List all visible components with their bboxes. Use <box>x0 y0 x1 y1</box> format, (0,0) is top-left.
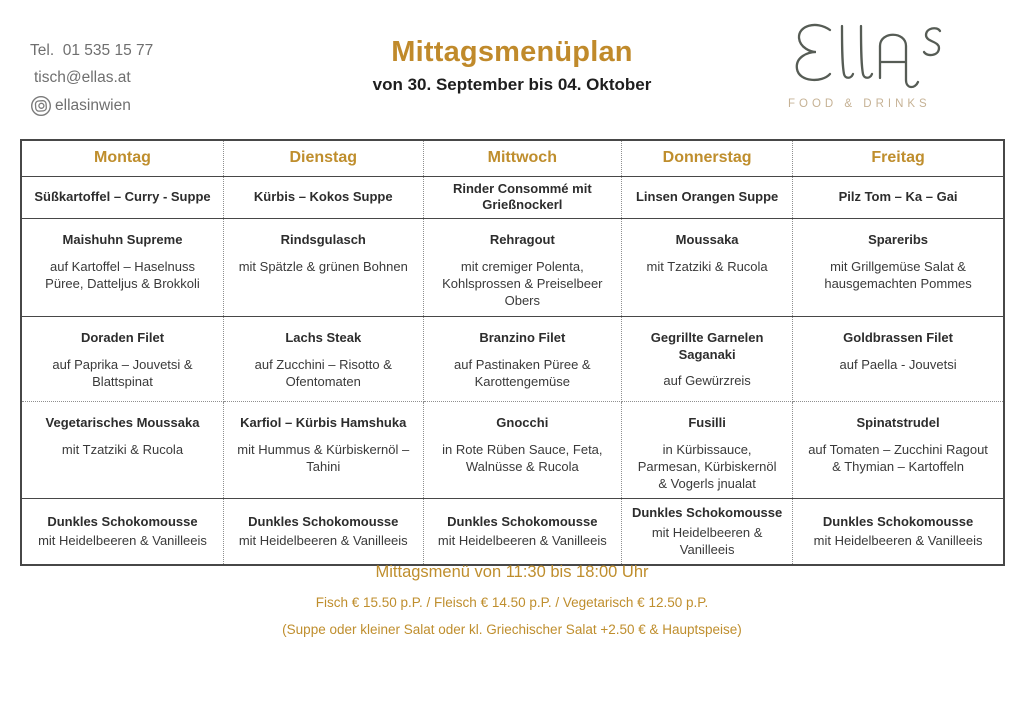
dish-title: Dunkles Schokomousse <box>248 513 399 529</box>
column-header-freitag: Freitag <box>793 140 1004 176</box>
dish-title: Dunkles Schokomousse <box>822 513 974 529</box>
surcharge-note-text: (Suppe oder kleiner Salat oder kl. Griechischer Salat +2.50 € & Hauptspeise) <box>282 622 742 637</box>
dish-description: mit Tzatziki & Rucola <box>61 441 184 457</box>
menu-cell <box>622 401 793 498</box>
page-title: Mittagsmenüplan <box>391 36 633 68</box>
dish-title: Goldbrassen Filet <box>843 329 953 345</box>
menu-cell <box>423 499 622 566</box>
logo-tagline: FOOD & DRINKS <box>788 98 931 110</box>
dish-title: Doraden Filet <box>80 329 165 345</box>
email-address: tisch@ellas.at <box>34 68 131 86</box>
column-header-montag: Montag <box>21 140 223 176</box>
menu-cell <box>423 316 622 401</box>
dish-title: Rehragout <box>489 232 555 248</box>
prices-text: Fisch € 15.50 p.P. / Fleisch € 14.50 p.P. / Vegetarisch € 12.50 p.P. <box>315 595 709 610</box>
fish-row <box>21 316 1004 401</box>
dish-description: auf Kartoffel – Haselnuss Püree, Datteljus & Brokkoli <box>45 259 200 292</box>
menu-cell <box>223 176 423 219</box>
column-header-donnerstag: Donnerstag <box>622 140 793 176</box>
dish-description: auf Pastinaken Püree & Karottengemüse <box>454 356 591 389</box>
dish-title: Gegrillte Garnelen Saganaki <box>650 329 764 362</box>
dish-description: mit Heidelbeeren & Vanilleeis <box>437 533 607 549</box>
menu-cell <box>21 219 223 316</box>
menu-table <box>20 139 1005 566</box>
dish-title: Pilz Tom – Ka – Gai <box>838 188 958 204</box>
soup-row <box>21 176 1004 219</box>
instagram-icon <box>30 95 52 117</box>
dish-title: Moussaka <box>675 232 739 248</box>
dish-description: mit cremiger Polenta, Kohlsprossen & Preiselbeer Obers <box>442 259 603 309</box>
dish-title: Dunkles Schokomousse <box>631 505 783 520</box>
menu-cell <box>223 401 423 498</box>
phone-number: Tel. 01 535 15 77 <box>30 42 154 59</box>
footer-block <box>0 563 1024 637</box>
menu-cell <box>793 316 1004 401</box>
dish-description: mit Heidelbeeren & Vanilleeis <box>38 533 207 549</box>
menu-cell <box>622 316 793 401</box>
dessert-row <box>21 499 1004 566</box>
dish-title: Süßkartoffel – Curry - Suppe <box>34 188 211 204</box>
dish-description: auf Gewürzreis <box>663 373 751 389</box>
instagram-handle: ellasinwien <box>55 96 131 114</box>
dish-description: auf Paprika – Jouvetsi & Blattspinat <box>52 356 193 389</box>
menu-cell <box>793 176 1004 219</box>
menu-cell <box>423 219 622 316</box>
menu-cell <box>793 401 1004 498</box>
dish-title: Lachs Steak <box>285 329 362 345</box>
menu-cell <box>21 499 223 566</box>
dish-description: auf Tomaten – Zucchini Ragout & Thymian – Kartoffeln <box>808 441 988 474</box>
dish-title: Karfiol – Kürbis Hamshuka <box>240 414 407 430</box>
menu-cell <box>21 401 223 498</box>
dish-title: Fusilli <box>688 414 726 430</box>
dish-title: Vegetarisches Moussaka <box>45 414 200 430</box>
dish-description: mit Hummus & Kürbiskernöl – Tahini <box>237 441 410 474</box>
dish-description: auf Zucchini – Risotto & Ofentomaten <box>254 356 392 389</box>
column-header-mittwoch: Mittwoch <box>423 140 622 176</box>
menu-cell <box>223 499 423 566</box>
weekday-header-row <box>21 140 1004 176</box>
menu-cell <box>793 499 1004 566</box>
dish-description: mit Grillgemüse Salat & hausgemachten Pommes <box>824 259 972 292</box>
dish-title: Dunkles Schokomousse <box>447 513 598 529</box>
menu-cell <box>223 219 423 316</box>
dish-title: Spinatstrudel <box>856 414 940 430</box>
logo-wordmark-icon <box>784 16 956 94</box>
contact-block <box>30 42 153 125</box>
dish-description: mit Spätzle & grünen Bohnen <box>238 259 408 275</box>
menu-cell <box>622 219 793 316</box>
instagram-row <box>30 95 153 117</box>
menu-cell <box>423 401 622 498</box>
column-header-dienstag: Dienstag <box>223 140 423 176</box>
menu-cell <box>622 499 793 566</box>
meat-row <box>21 219 1004 316</box>
menu-cell <box>793 219 1004 316</box>
dish-title: Spareribs <box>868 232 929 248</box>
menu-cell <box>21 316 223 401</box>
dish-description: in Kürbissauce, Parmesan, Kürbiskernöl & Vogerls jnualat <box>637 441 777 491</box>
dish-description: in Rote Rüben Sauce, Feta, Walnüsse & Rucola <box>442 441 603 474</box>
dish-description: mit Heidelbeeren & Vanilleeis <box>813 533 983 549</box>
dish-title: Kürbis – Kokos Suppe <box>253 188 393 204</box>
dish-title: Rindsgulasch <box>280 232 366 248</box>
dish-description: mit Tzatziki & Rucola <box>646 259 768 275</box>
menu-cell <box>622 176 793 219</box>
dish-description: mit Heidelbeeren & Vanilleeis <box>651 524 763 558</box>
opening-hours-text: Mittagsmenü von 11:30 bis 18:00 Uhr <box>375 563 649 581</box>
dish-title: Rinder Consommé mit Grießnockerl <box>452 180 592 213</box>
menu-cell <box>423 176 622 219</box>
dish-title: Branzino Filet <box>479 329 566 345</box>
menu-cell <box>21 176 223 219</box>
vegetarian-row <box>21 401 1004 498</box>
dish-title: Gnocchi <box>496 414 549 430</box>
restaurant-logo <box>784 16 964 110</box>
dish-description: auf Paella - Jouvetsi <box>839 356 957 372</box>
dish-title: Dunkles Schokomousse <box>47 513 198 529</box>
menu-cell <box>223 316 423 401</box>
title-block <box>262 36 762 95</box>
dish-description: mit Heidelbeeren & Vanilleeis <box>238 533 408 549</box>
page-subtitle: von 30. September bis 04. Oktober <box>372 75 652 94</box>
dish-title: Linsen Orangen Suppe <box>635 188 779 204</box>
dish-title: Maishuhn Supreme <box>62 232 183 248</box>
